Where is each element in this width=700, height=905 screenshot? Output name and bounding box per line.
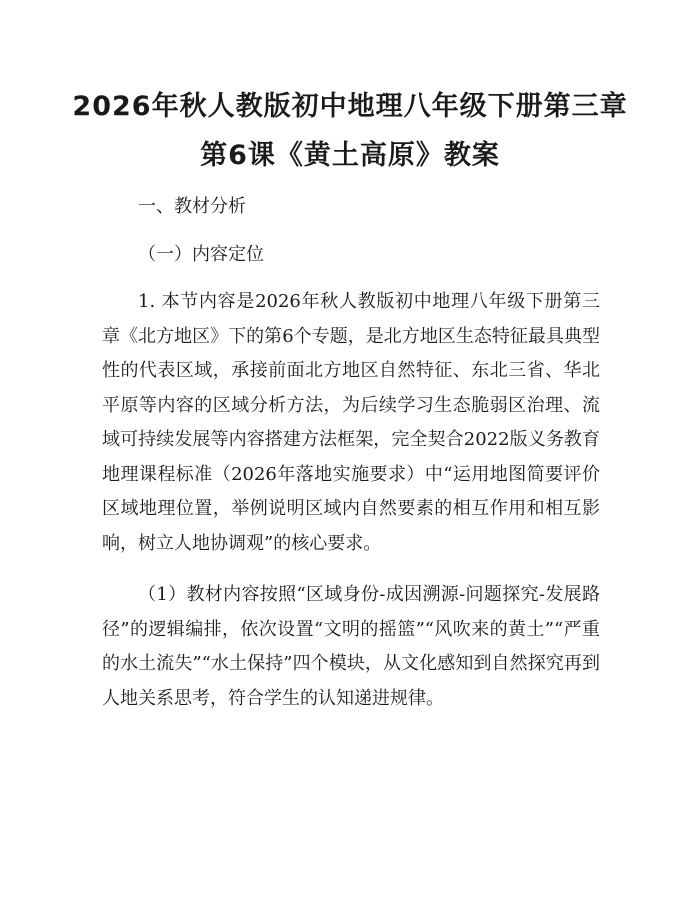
section-heading-teaching-material-analysis: 一、教材分析 bbox=[138, 196, 246, 217]
document-title-line-2: 第6课《黄土高原》教案 bbox=[200, 140, 500, 171]
paragraph-material-structure: （1）教材内容按照“区域身份-成因溯源-问题探究-发展路径”的逻辑编排，依次设置“文明的摇篮”“风吹来的黄土”“严重的水土流失”“水土保持”四个模块，从文化感知到自然探究再到人地关系思考，符合学生的认知递进规律。 bbox=[102, 584, 600, 709]
paragraph-content-positioning: 1. 本节内容是2026年秋人教版初中地理八年级下册第三章《北方地区》下的第6个专题，是北方地区生态特征最具典型性的代表区域，承接前面北方地区自然特征、东北三省、华北平原等内容的区域分析方法，为后续学习生态脆弱区治理、流域可持续发展等内容搭建方法框架，完全契合2022版义务教育地理课程标准（2026年落地实施要求）中“运用地图简要评价区域地理位置，举例说明区域内自然要素的相互作用和相互影响，树立人地协调观”的核心要求。 bbox=[102, 291, 600, 554]
document-title-line-1: 2026年秋人教版初中地理八年级下册第三章 bbox=[72, 91, 628, 122]
subsection-heading-content-positioning: （一）内容定位 bbox=[138, 244, 264, 265]
